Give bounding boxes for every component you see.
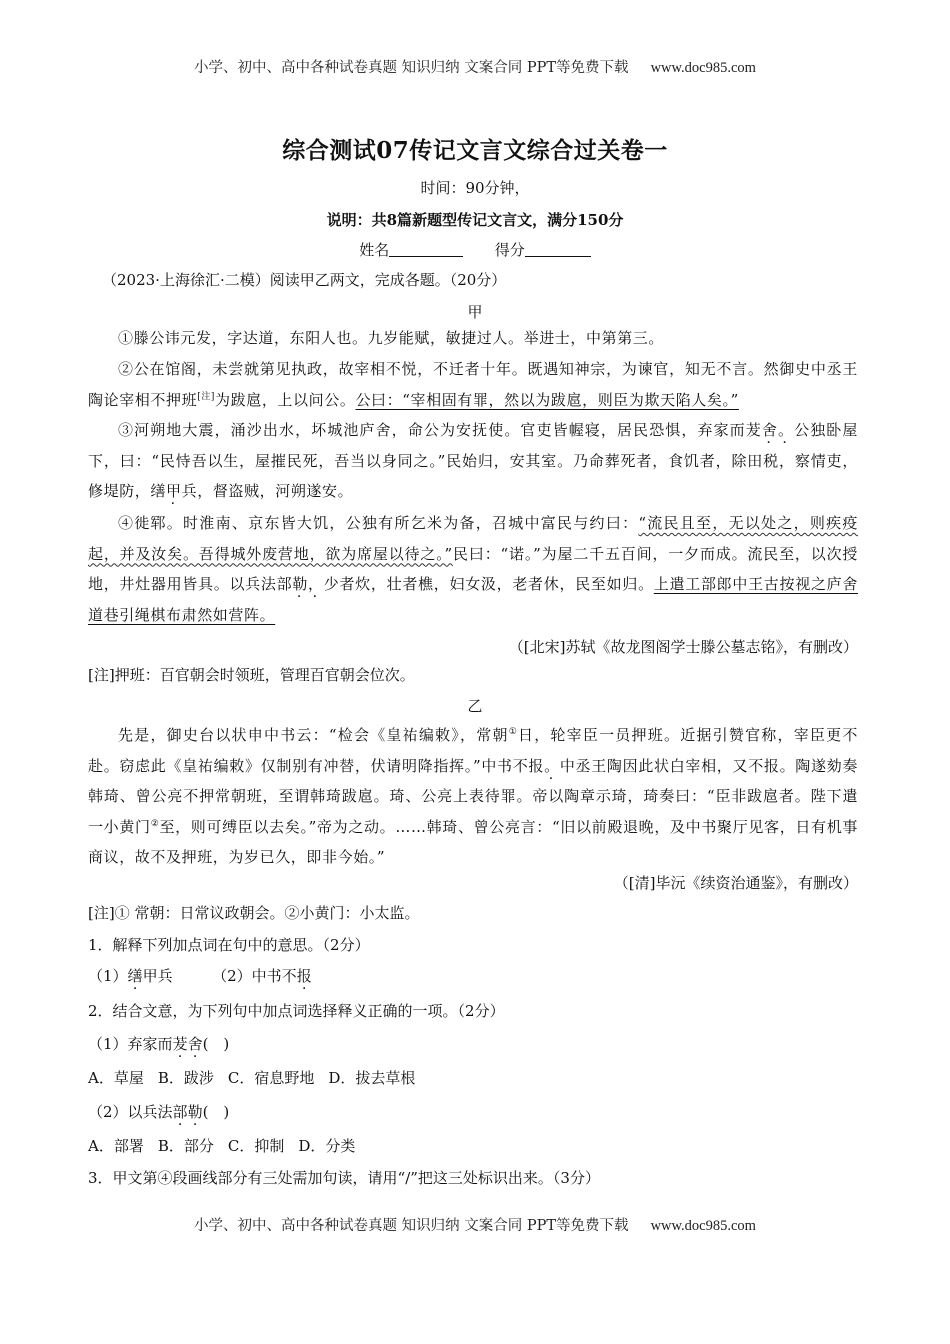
jia-paragraph-1: ①滕公讳元发，字达道，东阳人也。九岁能赋，敏捷过人。举进士，中第第三。 [118,329,665,347]
yi-paragraph: 先是，御史台以状申中书云：“检会《皇祐编敕》，常朝①日，轮宰臣一员押班。近据引赞官称，宰臣更不赴。窃虑此《皇祐编敕》仅制别有冲替，伏请明降指挥。”中书不报。中丞王陶因此状白宰相，又不报。陶遂劾奏韩琦、曾公亮不押常朝班，至谓韩琦跋扈。琦、公亮上表待罪。帝以陶章示琦，琦奏曰：“臣非跋扈者。陛下遣一小黄门②至，则可缚臣以去矣。”帝为之动。……韩琦、曾公亮言：“旧以前殿退晚，及中书聚厅见客，日有机事商议，故不及押班，为岁已久，即非今始。” [88,726,858,866]
jia-paragraph-3: ③河朔地大震，涌沙出水，坏城池庐舍，命公为安抚使。官吏皆幄寝，居民恐惧，弃家而茇舍。公独卧屋下，曰：“民恃吾以生，屋摧民死，吾当以身同之。”民始归，安其室。乃命葬死者，食饥者，除田税，察情吏，修堤防，缮甲兵，督盗贼，河朔遂安。 [88,421,859,500]
exam-time: 时间：90分钟， [420,179,530,197]
underlined-sentence: 公曰：“宰相固有罪，然以为跋扈，则臣为欺天陷人矣。” [355,390,739,409]
question-2-2: （2）以兵法部勒( ) [88,1103,230,1121]
question-2-2-options [88,1136,858,1156]
dotted-word: 部 [172,1103,188,1121]
jia-paragraph-4: ④徙郓。时淮南、京东皆大饥，公独有所乞米为备，召城中富民与约曰：“流民且至，无以处之，则疾疫起，并及汝矣。吾得城外废营地，欲为席屋以待之。”民曰：“诺。”为屋二千五百间，一夕而成。流民至，以次授地，井灶器用皆具。以兵法部勒，少者炊，壮者樵，妇女汲，老者休，民至如归。上遣工部郎中王古按视之庐舍道巷引绳棋布肃然如营阵。 [88,514,858,624]
dotted-word: 茇 [172,1035,188,1053]
question-3: 3．甲文第④段画线部分有三处需加句读，请用“/”把这三处标识出来。（3分） [88,1169,600,1187]
footnote-marker: ① [508,727,518,737]
dotted-word: 报 [528,756,545,775]
dotted-word: 舍 [187,1035,203,1053]
footnote-marker: [注] [197,391,216,402]
dotted-word: 缮 [127,967,143,985]
dotted-word: 勒 [187,1103,203,1121]
source-line: （2023·上海徐汇·二模）阅读甲乙两文，完成各题。（20分） [102,271,507,289]
option-a[interactable]: A．部署 [88,1137,144,1155]
dotted-word: 茇 [745,421,762,439]
option-d[interactable]: D．拔去草根 [328,1069,416,1087]
option-a[interactable]: A．草屋 [88,1069,144,1087]
option-b[interactable]: B．跋涉 [157,1069,214,1087]
page-title: 综合测试07传记文言文综合过关卷一 [282,137,668,164]
jia-source: （[北宋]苏轼《故龙图阁学士滕公墓志铭》，有删改） [508,638,858,656]
score-field[interactable] [525,240,591,257]
score-label: 得分 [494,241,525,259]
question-2: 2．结合文意，为下列句中加点词选择释义正确的一项。（2分） [88,1002,505,1020]
page-header [0,56,950,77]
question-1: 1．解释下列加点词在句中的意思。（2分） [88,936,370,954]
yi-note: [注]① 常朝：日常议政朝会。②小黄门：小太监。 [88,904,420,922]
footnote-marker: ② [150,818,160,829]
wavy-underlined-sentence: “流民且至，无以处之，则疾疫起，并及汝矣。吾得城外废营地，欲为席屋以待之。” [88,514,858,563]
question-2-1: （1）弃家而茇舍( ) [88,1035,230,1053]
option-b[interactable]: B．部分 [157,1137,214,1155]
name-score-row [0,240,950,260]
footer-text: 小学、初中、高中各种试卷真题 知识归纳 文案合同 PPT等免费下载 [194,1218,629,1234]
exam-note: 说明：共8篇新题型传记文言文，满分150分 [326,211,624,229]
header-site-link[interactable]: www.doc985.com [650,60,756,76]
dotted-word: 缮 [150,482,167,500]
dotted-word: 报 [296,967,312,985]
jia-label: 甲 [467,303,483,321]
underlined-sentence: 上遣工部郎中王古按视之庐舍道巷引绳棋布肃然如营阵。 [88,575,858,624]
footer-site-link[interactable]: www.doc985.com [650,1218,756,1234]
yi-label: 乙 [467,697,483,715]
dotted-word: 勒 [292,575,309,593]
name-field[interactable] [389,240,463,257]
page-footer [0,1214,950,1235]
header-text: 小学、初中、高中各种试卷真题 知识归纳 文案合同 PPT等免费下载 [194,60,629,76]
dotted-word: 部 [276,575,293,593]
yi-source: （[清]毕沅《续资治通鉴》，有删改） [613,874,858,892]
dotted-word: 舍 [761,421,779,439]
name-label: 姓名 [359,241,390,259]
question-2-1-options [88,1068,858,1088]
jia-note: [注]押班：百官朝会时领班，管理百官朝会位次。 [88,666,415,684]
option-d[interactable]: D．分类 [298,1137,356,1155]
jia-paragraph-2: ②公在馆阁，未尝就第见执政，故宰相不悦，不迁者十年。既遇知神宗，为谏官，知无不言。然御史中丞王陶论宰相不押班[注]为跋扈，上以问公。公曰：“宰相固有罪，然以为跋扈，则臣为欺天陷人矣。” [88,360,858,409]
question-1-items: （1）缮甲兵 （2）中书不报 [88,967,312,985]
option-c[interactable]: C．抑制 [227,1137,285,1155]
option-c[interactable]: C．宿息野地 [227,1069,315,1087]
